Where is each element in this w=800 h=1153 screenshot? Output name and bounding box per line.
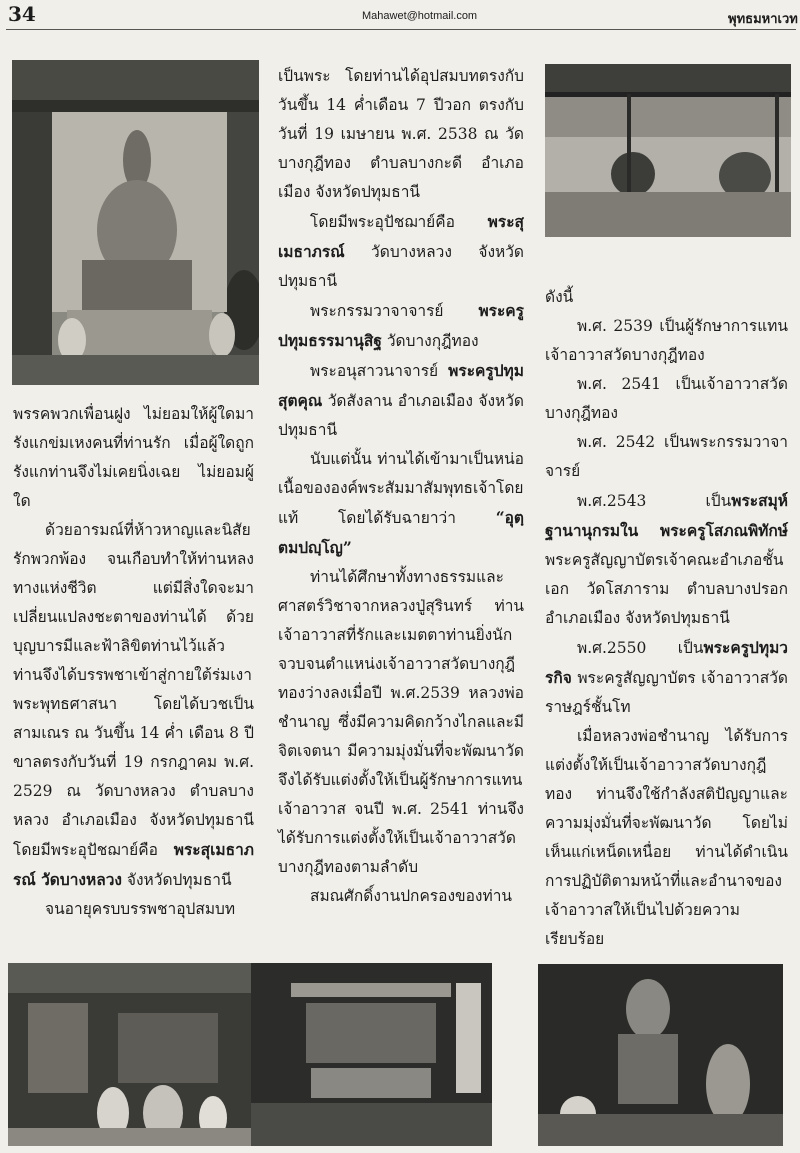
paragraph: ดังนี้ [545, 288, 574, 306]
paragraph: พ.ศ. 2541 เป็นเจ้าอาวาสวัดบางกุฎีทอง [545, 375, 788, 422]
paragraph: เมื่อหลวงพ่อชำนาญ ได้รับการแต่งตั้งให้เป็นเจ้าอาวาสวัดบางกุฎีทอง ท่านจึงใช้กำลังสติปัญญาและความมุ่งมั่นที่จะพัฒนาวัด โดยไม่เห็นแก่เหน็ดเหนื่อย ท่านได้ดำเนินการปฏิบัติตามหน้าที่และอำนาจของเจ้าอาวาสให้เป็นไปด้วยความเรียบร้อย [545, 727, 788, 948]
paragraph: โดยมีพระอุปัชฌาย์คือ พระสุเมธาภรณ์ วัดบางหลวง จังหวัดปทุมธานี [278, 212, 524, 290]
paragraph: เป็นพระ โดยท่านได้อุปสมบทตรงกับวันขึ้น 14 ค่ำเดือน 7 ปีวอก ตรงกับวันที่ 19 เมษายน พ.ศ. 2538 ณ วัดบางกุฎีทอง ตำบลบางกะดี อำเภอเมือง จังหวัดปทุมธานี [278, 67, 524, 201]
worshippers-hall-photo [8, 963, 251, 1146]
paragraph: ท่านได้ศึกษาทั้งทางธรรมและศาสตร์วิชาจากหลวงปู่สุรินทร์ ท่านเจ้าอาวาสที่รักและเมตตาท่านยิ่งนัก จวบจนตำแหน่งเจ้าอาวาสวัดบางกุฎีทองว่างลงเมื่อปี พ.ศ.2539 หลวงพ่อชำนาญ ซึ่งมีความคิดกว้างไกลและมีจิตเจตนา มีความมุ่งมั่นที่จะพัฒนาวัด จึงได้รับแต่งตั้งให้เป็นผู้รักษาการแทนเจ้าอาวาส จนปี พ.ศ. 2541 ท่านจึงได้รับการแต่งตั้งให้เป็นเจ้าอาวาสวัดบางกุฎีทองตามลำดับ [278, 568, 524, 876]
magazine-name: พุทธมหาเวท [728, 12, 798, 27]
paragraph: พ.ศ. 2539 เป็นผู้รักษาการแทนเจ้าอาวาสวัดบางกุฎีทอง [545, 317, 788, 364]
email-address: Mahawet@hotmail.com [362, 10, 478, 22]
museum-interior-photo [251, 963, 492, 1146]
paragraph: ด้วยอารมณ์ที่ห้าวหาญและนิสัยรักพวกพ้อง จนเกือบทำให้ท่านหลงทางแห่งชีวิต แต่มีสิ่งใดจะมาเปลี่ยนแปลงชะตาของท่านได้ ด้วยบุญบารมีและฟ้าลิขิตท่านไว้แล้ว ท่านจึงได้บรรพชาเข้าสู่กายใต้ร่มเงาพระพุทธศาสนา โดยได้บวชเป็นสามเณร ณ วันขึ้น 14 ค่ำ เดือน 8 ปีขาลตรงกับวันที่ 19 กรกฎาคม พ.ศ. 2529 ณ วัดบางหลวง ตำบลบางหลวง อำเภอเมือง จังหวัดปทุมธานี โดยมีพระอุปัชฌาย์คือ พระสุเมธาภรณ์ วัดบางหลวง จังหวัดปทุมธานี [13, 521, 254, 889]
deity-statues-photo [538, 964, 783, 1146]
paragraph: พ.ศ. 2542 เป็นพระกรรมวาจาจารย์ [545, 433, 788, 480]
paragraph: จนอายุครบบรรพชาอุปสมบท [45, 900, 236, 918]
paragraph: พ.ศ.2543 เป็นพระสมุห์ฐานานุกรมใน พระครูโสภณพิทักษ์ พระครูสัญญาบัตรเจ้าคณะอำเภอชั้นเอก วัดโสภาราม ตำบลบางปรอก อำเภอเมือง จังหวัดปทุมธานี [545, 491, 788, 627]
header-rule [6, 29, 796, 30]
drum-pavilion-photo [545, 64, 791, 237]
page-number: 34 [8, 2, 36, 26]
text-column-1 [13, 400, 254, 924]
paragraph: พระกรรมวาจาจารย์ พระครูปทุมธรรมานุสิฐ วัดบางกุฎีทอง [278, 301, 524, 350]
paragraph: สมณศักดิ์งานปกครองของท่าน [310, 887, 512, 905]
text-column-3 [545, 283, 788, 954]
paragraph: พระอนุสาวนาจารย์ พระครูปทุมสุตคุณ วัดสังลาน อำเภอเมือง จังหวัดปทุมธานี [278, 361, 524, 439]
paragraph: พ.ศ.2550 เป็นพระครูปทุมวรกิจ พระครูสัญญาบัตร เจ้าอาวาสวัดราษฎร์ชั้นโท [545, 638, 788, 716]
paragraph: พรรคพวกเพื่อนฝูง ไม่ยอมให้ผู้ใดมารังแกข่มเหงคนที่ท่านรัก เมื่อผู้ใดถูกรังแกท่านจึงไม่เคยนิ่งเฉย ไม่ยอมผู้ใด [13, 405, 254, 510]
paragraph: นับแต่นั้น ท่านได้เข้ามาเป็นหน่อเนื้อขององค์พระสัมมาสัมพุทธเจ้าโดยแท้ โดยได้รับฉายาว่า “อุตฺตมปญฺโญ” [278, 450, 524, 557]
text-column-2 [278, 62, 524, 911]
brahma-statue-photo [12, 60, 259, 385]
